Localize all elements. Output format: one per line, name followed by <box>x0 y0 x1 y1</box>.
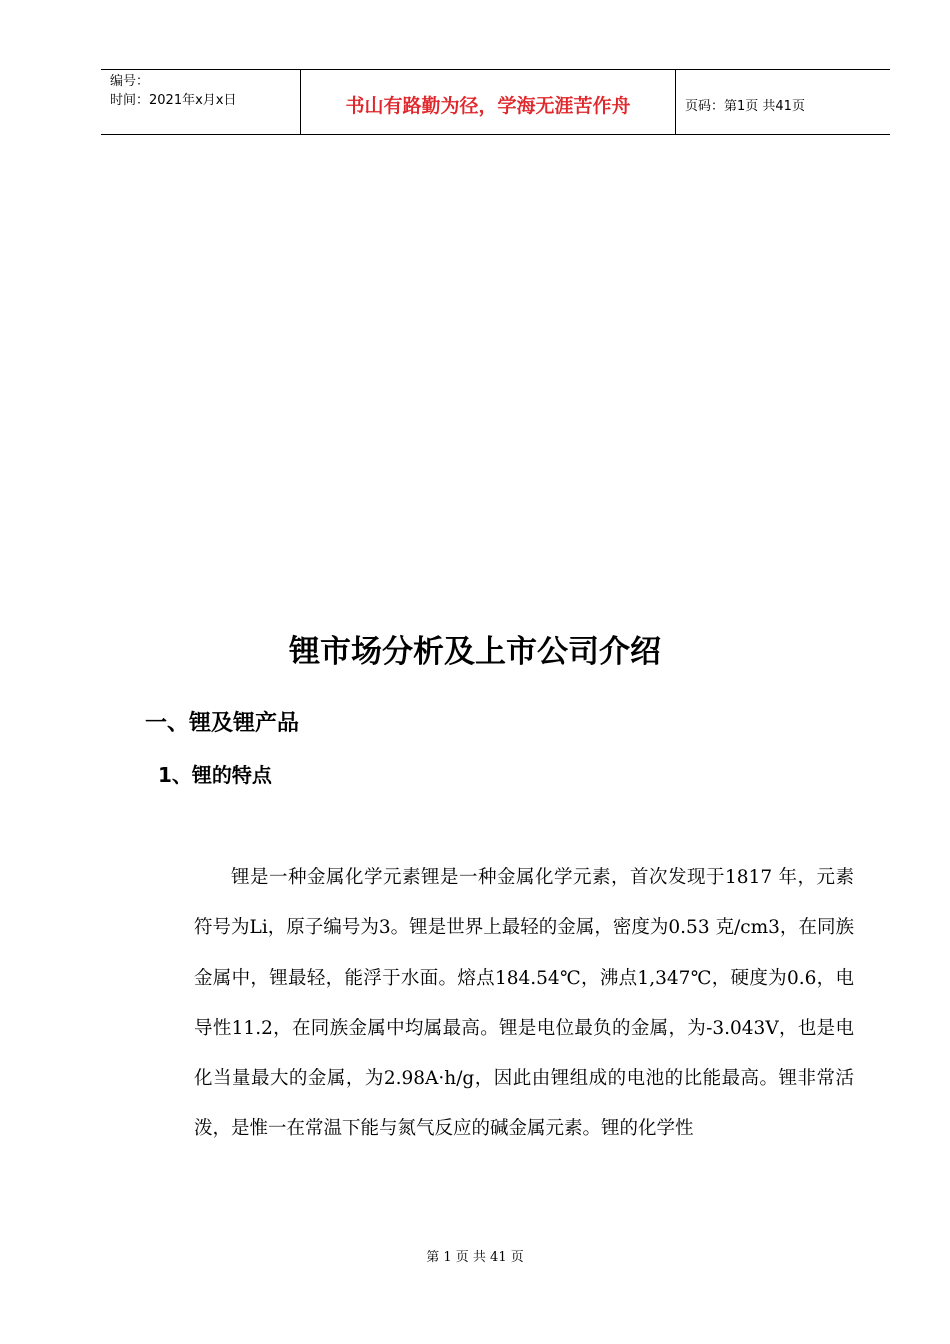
section-heading: 一、锂及锂产品 <box>145 711 300 736</box>
body-paragraph: 锂是一种金属化学元素锂是一种金属化学元素，首次发现于1817 年，元素符号为Li，原子编号为3。锂是世界上最轻的金属，密度为0.53 克/cm3，在同族金属中，锂最轻，能浮于水面。熔点184.54℃，沸点1,347℃，硬度为0.6，电导性11.2，在同族金属中均属最高。锂是电位最负的金属，为-3.043V，也是电化当量最大的金属，为2.98A·h/g，因此由锂组成的电池的比能最高。锂非常活泼，是惟一在常温下能与氮气反应的碱金属元素。锂的化学性 <box>194 867 854 1140</box>
header-motto: 书山有路勤为径，学海无涯苦作舟 <box>301 70 676 134</box>
page-header <box>101 69 890 135</box>
subsection-heading: 1、锂的特点 <box>158 763 272 787</box>
document-title: 锂市场分析及上市公司介绍 <box>289 634 661 670</box>
header-page-info: 页码：第1页 共41页 <box>685 98 805 114</box>
header-meta <box>101 70 301 134</box>
number-label: 编号： <box>110 74 150 89</box>
time-label: 时间：2021年x月x日 <box>110 93 237 108</box>
page-footer: 第 1 页 共 41 页 <box>426 1250 524 1265</box>
